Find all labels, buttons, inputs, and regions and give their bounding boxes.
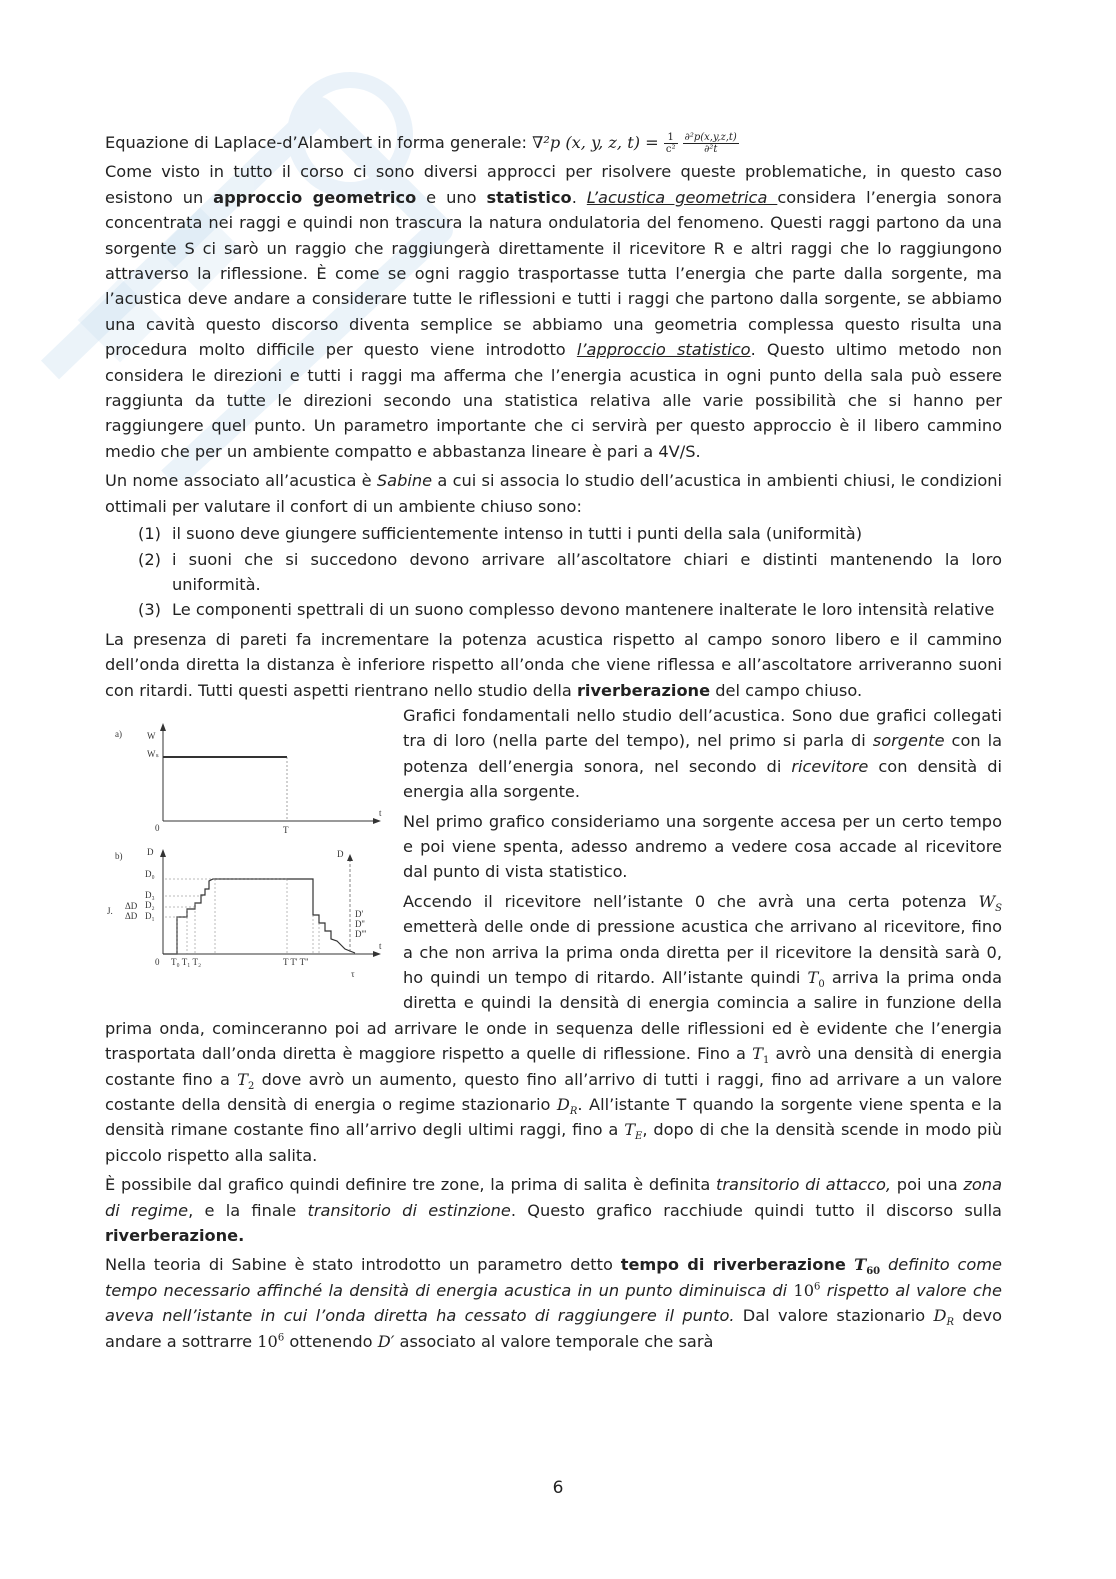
equation-line: Equazione di Laplace-d’Alambert in forma generale: ∇²p (x, y, z, t) = $\frac{1}{\text{c²}}$ $\frac{\text{∂²p(x,y,z,t)}}{\text{∂²t}}$ <box>105 132 737 155</box>
dp1-label: D' <box>355 908 364 919</box>
panel-a-label: a) <box>115 728 122 739</box>
t-ticks-left: T₀ T₁ T₂ <box>171 956 202 967</box>
list-item: (1) il suono deve giungere sufficientemente intenso in tutti i punti della sala (uniformità) <box>138 524 863 544</box>
equation-lhs: ∇²p (x, y, z, t) = <box>532 133 659 152</box>
delta-2: ΔD <box>125 910 138 921</box>
d2-label: D₂ <box>145 899 155 910</box>
tau-label: τ <box>351 968 355 979</box>
page-number: 6 <box>552 1478 564 1498</box>
paragraph-t60: Nella teoria di Sabine è stato introdotto un parametro detto tempo di riverberazione $T_{60}$ definito come tempo necessario affinché la densità di energia acustica in un punto diminuisca di $10^6$ rispetto al valore che aveva nell’istante in cui l’onda diretta ha cessato di raggiungere il punto. Dal valore stazionario $D_R$ devo andare a sottrarre $10^6$ ottenendo D′ associato al valore temporale che sarà <box>105 1255 1002 1351</box>
reverberation-graphs <box>105 709 395 999</box>
delta-1: ΔD <box>125 900 138 911</box>
paragraph-first-graph: Nel primo grafico consideriamo una sorgente accesa per un certo tempo e poi viene spenta, adesso andremo a vedere cosa accade al ricevitore dal punto di vista statistico. <box>403 811 1002 882</box>
t-mark-a: T <box>283 824 289 835</box>
zero-label-b: 0 <box>155 956 160 967</box>
paragraph-graphs: Grafici fondamentali nello studio dell’acustica. Sono due grafici collegati tra di loro (nella parte del tempo), nel primo si parla di sorgente con la potenza dell’energia sonora, nel secondo di ricevitore con densità di energia alla sorgente. <box>403 705 1002 802</box>
w-axis-label: W <box>147 730 156 741</box>
d-axis-label: D <box>147 846 154 857</box>
ws-label: Wₛ <box>147 748 159 759</box>
list-item: (3) Le componenti spettrali di un suono complesso devono mantenere inalterate le loro intensità relative <box>138 600 995 620</box>
t-ticks-right: T T' T'' <box>283 956 309 967</box>
page-body <box>105 130 1002 1358</box>
d1-label: D₁ <box>145 910 155 921</box>
paragraph-walls: La presenza di pareti fa incrementare la potenza acustica rispetto al campo sonoro libero e il cammino dell’onda diretta la distanza è inferiore rispetto all’onda che viene riflessa e all’ascoltatore arriveranno suoni con ritardi. Tutti questi aspetti rientrano nello studio della riverberazione del campo chiuso. <box>105 629 1002 700</box>
paragraph-zones: È possibile dal grafico quindi definire tre zone, la prima di salita è definita transitorio di attacco, poi una zona di regime, e la finale transitorio di estinzione. Questo grafico racchiude quindi tutto il discorso sulla riverberazione. <box>105 1175 1002 1246</box>
t-axis-a: t <box>379 807 382 818</box>
panel-b-label: b) <box>115 850 123 861</box>
d3-label: D₃ <box>145 889 155 900</box>
paragraph-approaches: Come visto in tutto il corso ci sono diversi approcci per risolvere queste problematiche, in questo caso esistono un approccio geometrico e uno statistico. L’acustica geometrica considera l’energia sonora concentrata nei raggi e quindi non trascura la natura ondulatoria del fenomeno. Questi raggi partono da una sorgente S ci sarò un raggio che raggiungerà direttamente il ricevitore R e altri raggi che lo raggiungono attraverso la riflessione. È come se ogni raggio trasportasse tutta l’energia che parte dalla sorgente, ma l’acustica deve andare a considerare tutte le riflessioni e tutti i raggi che partono dalla sorgente, se abbiamo una cavità questo discorso diventa semplice se abbiamo una geometria complessa questo risulta una procedura molto difficile per questo viene introdotto l’approccio statistico. Questo ultimo metodo non considera le direzioni e tutti i raggi ma afferma che l’energia acustica in ogni punto della sala può essere raggiunta da tutte le direzioni secondo una statistica relativa alle varie possibilità che si hanno per raggiungere quel punto. Un parametro importante che ci servirà per questo approccio è il libero cammino medio che per un ambiente compatto e abbastanza lineare è pari a 4V/S. <box>105 162 1002 461</box>
d-axis-right: D <box>337 848 344 859</box>
t-axis-b: t <box>379 940 382 951</box>
j-label: J. <box>107 905 113 916</box>
zero-label-a: 0 <box>155 822 160 833</box>
dp2-label: D'' <box>355 918 365 929</box>
fraction-2: $\frac{\text{∂²p(x,y,z,t)}}{\text{∂²t}}$ <box>684 132 737 155</box>
paragraph-sabine: Un nome associato all’acustica è Sabine a cui si associa lo studio dell’acustica in ambienti chiusi, le condizioni ottimali per valutare il confort di un ambiente chiuso sono: <box>105 471 1002 516</box>
list-item: (2) i suoni che si succedono devono arrivare all’ascoltatore chiari e distinti mantenendo la loro uniformità. <box>138 549 1002 594</box>
paragraph-receiver: Accendo il ricevitore nell’istante 0 che avrà una certa potenza $W_S$ emetterà delle onde di pressione acustica che arrivano al ricevitore, fino a che non arriva la prima onda diretta per il ricevitore la densità sarà 0, ho quindi un tempo di ritardo. All’istante quindi $T_0$ arriva la prima onda diretta e quindi la densità di energia comincia a salire in funzione della prima onda, cominceranno poi ad arrivare le onde in sequenza delle riflessioni ed è evidente che l’energia trasportata dall’onda diretta è maggiore rispetto a quelle di riflessione. Fino a $T_1$ avrò una densità di energia costante fino a $T_2$ dove avrò un aumento, questo fino all’arrivo di tutti i raggi, fino ad arrivare a un valore costante della densità di energia o regime stazionario $D_R$. All’istante T quando la sorgente viene spenta e la densità rimane costante fino all’arrivo degli ultimi raggi, fino a $T_E$, dopo di che la densità scende in modo più piccolo rispetto alla salita. <box>105 891 1002 1165</box>
fraction-1: $\frac{1}{\text{c²}}$ <box>665 132 676 155</box>
dp3-label: D''' <box>355 928 367 939</box>
conditions-list <box>105 521 1002 623</box>
dr-label: D₀ <box>145 868 155 879</box>
